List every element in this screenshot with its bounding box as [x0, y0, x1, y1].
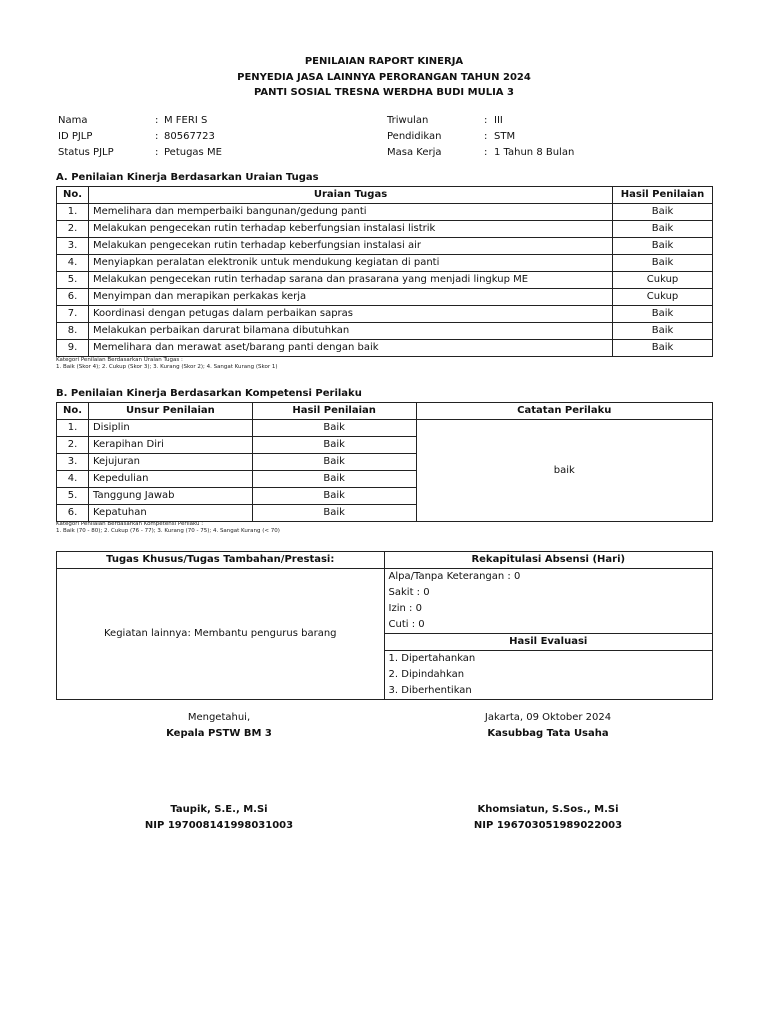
left-signer-nip: NIP 197008141998031003 — [144, 820, 294, 831]
colon: : — [155, 115, 159, 126]
row-no: 5. — [57, 272, 89, 289]
absensi-item: Izin : 0 — [384, 601, 712, 617]
tugas-khusus-value: Kegiatan lainnya: Membantu pengurus barang — [57, 569, 385, 700]
evaluasi-item: 3. Diberhentikan — [384, 683, 712, 700]
table-row — [57, 221, 713, 238]
col-catatan-header: Catatan Perilaku — [416, 403, 712, 420]
table-row — [57, 306, 713, 323]
table-row — [57, 238, 713, 255]
row-unsur: Kejujuran — [88, 454, 252, 471]
pendidikan-value: STM — [494, 131, 516, 142]
row-hasil: Baik — [252, 437, 416, 454]
row-no: 5. — [57, 488, 89, 505]
section-a-title: A. Penilaian Kinerja Berdasarkan Uraian Tugas — [56, 172, 319, 183]
triwulan-value: III — [494, 115, 503, 126]
row-uraian: Menyiapkan peralatan elektronik untuk mendukung kegiatan di panti — [88, 255, 612, 272]
row-hasil: Baik — [252, 420, 416, 437]
right-caption: Jakarta, 09 Oktober 2024 — [484, 712, 612, 723]
table-row — [57, 323, 713, 340]
table-row — [57, 289, 713, 306]
right-signer-name: Khomsiatun, S.Sos., M.Si — [477, 804, 619, 815]
hasil-evaluasi-header: Hasil Evaluasi — [384, 634, 712, 651]
row-uraian: Memelihara dan merawat aset/barang panti dengan baik — [88, 340, 612, 357]
doc-title-line2: PENYEDIA JASA LAINNYA PERORANGAN TAHUN 2024 — [237, 72, 531, 83]
row-no: 6. — [57, 289, 89, 306]
right-signer-nip: NIP 196703051989022003 — [473, 820, 623, 831]
table-header-row — [57, 552, 713, 569]
id-value: 80567723 — [164, 131, 215, 142]
absensi-header: Rekapitulasi Absensi (Hari) — [384, 552, 712, 569]
tugas-khusus-header: Tugas Khusus/Tugas Tambahan/Prestasi: — [57, 552, 385, 569]
masa-kerja-label: Masa Kerja — [387, 147, 442, 158]
table-row — [57, 272, 713, 289]
row-unsur: Kepedulian — [88, 471, 252, 488]
row-no: 2. — [57, 221, 89, 238]
colon: : — [155, 147, 159, 158]
row-hasil: Baik — [613, 238, 713, 255]
col-no-header: No. — [57, 187, 89, 204]
row-no: 4. — [57, 471, 89, 488]
absensi-item: Alpa/Tanpa Keterangan : 0 — [384, 569, 712, 586]
colon: : — [155, 131, 159, 142]
row-hasil: Baik — [613, 255, 713, 272]
row-unsur: Kerapihan Diri — [88, 437, 252, 454]
row-hasil: Baik — [613, 340, 713, 357]
row-no: 3. — [57, 238, 89, 255]
table-row — [57, 420, 713, 437]
section-a-note-scale: 1. Baik (Skor 4); 2. Cukup (Skor 3); 3. Kurang (Skor 2); 4. Sangat Kurang (Skor 1) — [56, 364, 278, 370]
triwulan-label: Triwulan — [387, 115, 429, 126]
left-caption: Mengetahui, — [187, 712, 251, 723]
absensi-item: Sakit : 0 — [384, 585, 712, 601]
table-header-row — [57, 403, 713, 420]
table-row — [57, 569, 713, 586]
catatan-perilaku-value: baik — [416, 420, 712, 522]
row-hasil: Baik — [613, 306, 713, 323]
row-uraian: Menyimpan dan merapikan perkakas kerja — [88, 289, 612, 306]
left-role: Kepala PSTW BM 3 — [166, 728, 272, 739]
right-role: Kasubbag Tata Usaha — [487, 728, 609, 739]
col-unsur-header: Unsur Penilaian — [88, 403, 252, 420]
masa-kerja-value: 1 Tahun 8 Bulan — [494, 147, 575, 158]
col-uraian-header: Uraian Tugas — [88, 187, 612, 204]
row-no: 1. — [57, 420, 89, 437]
evaluasi-item: 2. Dipindahkan — [384, 667, 712, 683]
colon: : — [484, 131, 488, 142]
doc-title-line1: PENILAIAN RAPORT KINERJA — [304, 56, 464, 67]
row-no: 7. — [57, 306, 89, 323]
row-uraian: Koordinasi dengan petugas dalam perbaikan sapras — [88, 306, 612, 323]
row-no: 4. — [57, 255, 89, 272]
section-b-note-title: Kategori Penilaian Berdasarkan Kompetensi Perilaku : — [56, 521, 204, 527]
section-b-title: B. Penilaian Kinerja Berdasarkan Kompetensi Perilaku — [56, 388, 362, 399]
table-row — [57, 255, 713, 272]
row-unsur: Kepatuhan — [88, 505, 252, 522]
status-value: Petugas ME — [164, 147, 222, 158]
section-a-note-title: Kategori Penilaian Berdasarkan Uraian Tugas : — [56, 357, 183, 363]
row-no: 3. — [57, 454, 89, 471]
left-signer-name: Taupik, S.E., M.Si — [170, 804, 268, 815]
row-uraian: Melakukan pengecekan rutin terhadap sarana dan prasarana yang menjadi lingkup ME — [88, 272, 612, 289]
row-hasil: Baik — [252, 454, 416, 471]
status-label: Status PJLP — [58, 147, 114, 158]
absensi-item: Cuti : 0 — [384, 617, 712, 634]
table-header-row — [57, 187, 713, 204]
row-hasil: Baik — [252, 471, 416, 488]
row-no: 8. — [57, 323, 89, 340]
pendidikan-label: Pendidikan — [387, 131, 442, 142]
row-hasil: Baik — [613, 323, 713, 340]
evaluasi-item: 1. Dipertahankan — [384, 651, 712, 668]
doc-title-line3: PANTI SOSIAL TRESNA WERDHA BUDI MULIA 3 — [254, 87, 514, 98]
nama-value: M FERI S — [164, 115, 208, 126]
row-no: 6. — [57, 505, 89, 522]
row-unsur: Disiplin — [88, 420, 252, 437]
col-no-header: No. — [57, 403, 89, 420]
col-hasil-header: Hasil Penilaian — [613, 187, 713, 204]
row-hasil: Baik — [613, 221, 713, 238]
row-no: 2. — [57, 437, 89, 454]
row-hasil: Baik — [613, 204, 713, 221]
rekap-table — [56, 551, 713, 700]
row-uraian: Melakukan perbaikan darurat bilamana dibutuhkan — [88, 323, 612, 340]
nama-label: Nama — [58, 115, 88, 126]
kompetensi-table — [56, 402, 713, 522]
row-no: 9. — [57, 340, 89, 357]
row-no: 1. — [57, 204, 89, 221]
row-uraian: Melakukan pengecekan rutin terhadap keberfungsian instalasi listrik — [88, 221, 612, 238]
section-b-note-scale: 1. Baik (70 - 80); 2. Cukup (76 - 77); 3. Kurang (70 - 75); 4. Sangat Kurang (< 70) — [56, 528, 280, 534]
row-uraian: Memelihara dan memperbaiki bangunan/gedung panti — [88, 204, 612, 221]
uraian-tugas-table — [56, 186, 713, 357]
row-unsur: Tanggung Jawab — [88, 488, 252, 505]
id-label: ID PJLP — [58, 131, 93, 142]
col-hasil-header: Hasil Penilaian — [252, 403, 416, 420]
row-uraian: Melakukan pengecekan rutin terhadap keberfungsian instalasi air — [88, 238, 612, 255]
row-hasil: Baik — [252, 505, 416, 522]
colon: : — [484, 147, 488, 158]
row-hasil: Cukup — [613, 289, 713, 306]
row-hasil: Cukup — [613, 272, 713, 289]
table-row — [57, 204, 713, 221]
row-hasil: Baik — [252, 488, 416, 505]
colon: : — [484, 115, 488, 126]
table-row — [57, 340, 713, 357]
